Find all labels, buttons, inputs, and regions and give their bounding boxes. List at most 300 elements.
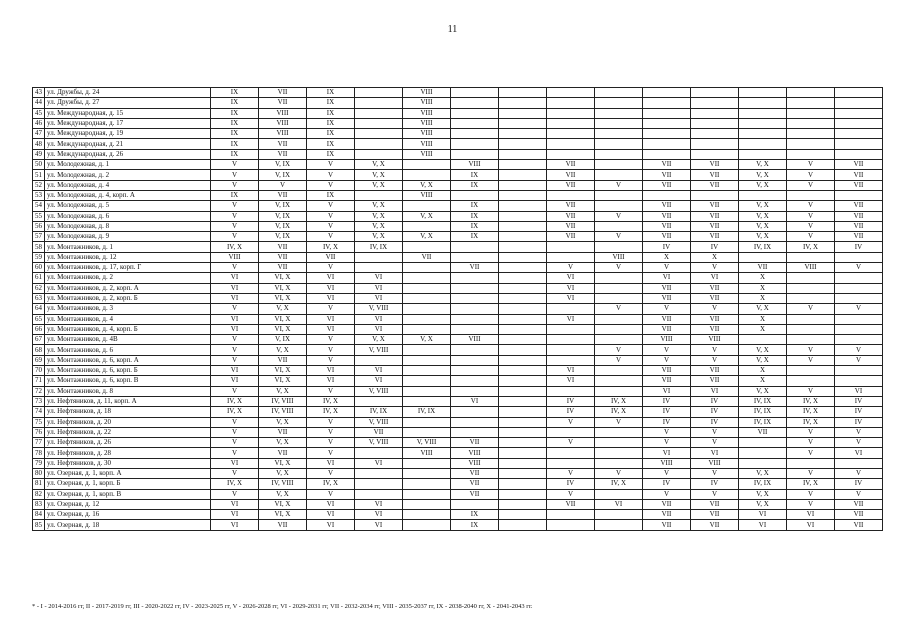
period-cell: VIII: [259, 118, 307, 128]
period-cell: [739, 88, 787, 98]
period-cell: [595, 520, 643, 530]
period-cell: V, X: [259, 345, 307, 355]
address-cell: ул. Монтажников, д. 2, корп. Б: [45, 293, 211, 303]
period-cell: [787, 108, 835, 118]
period-cell: VII: [643, 160, 691, 170]
period-cell: V: [211, 417, 259, 427]
period-cell: V: [211, 489, 259, 499]
period-cell: [739, 139, 787, 149]
period-cell: V, X: [739, 180, 787, 190]
period-cell: [499, 232, 547, 242]
period-cell: VII: [547, 201, 595, 211]
period-cell: [499, 139, 547, 149]
row-number-cell: 60: [33, 263, 45, 273]
period-cell: V, X: [259, 489, 307, 499]
period-cell: [835, 458, 883, 468]
period-cell: [403, 324, 451, 334]
period-cell: [595, 108, 643, 118]
period-cell: [499, 252, 547, 262]
table-row: [33, 479, 883, 489]
period-cell: VI: [355, 499, 403, 509]
period-cell: V, X: [259, 417, 307, 427]
period-cell: [643, 149, 691, 159]
period-cell: [499, 190, 547, 200]
period-cell: IV, VIII: [259, 396, 307, 406]
period-cell: V, IX: [259, 335, 307, 345]
period-cell: [643, 98, 691, 108]
row-number-cell: 44: [33, 98, 45, 108]
period-cell: VII: [259, 98, 307, 108]
period-cell: IV, IX: [355, 242, 403, 252]
period-cell: V, X: [739, 386, 787, 396]
table-row: [33, 304, 883, 314]
period-cell: X: [739, 273, 787, 283]
period-cell: V: [787, 355, 835, 365]
period-cell: VI: [547, 366, 595, 376]
period-cell: [499, 520, 547, 530]
period-cell: [355, 98, 403, 108]
period-cell: VII: [643, 324, 691, 334]
period-cell: VI: [307, 520, 355, 530]
period-cell: [595, 273, 643, 283]
period-cell: IV: [547, 479, 595, 489]
row-number-cell: 77: [33, 438, 45, 448]
period-cell: V, IX: [259, 160, 307, 170]
period-cell: VI: [835, 448, 883, 458]
period-cell: VI: [211, 293, 259, 303]
table-row: [33, 129, 883, 139]
period-cell: VII: [259, 149, 307, 159]
period-cell: V, X: [739, 355, 787, 365]
period-cell: [643, 129, 691, 139]
period-cell: V, X: [355, 335, 403, 345]
address-cell: ул. Молодежная, д. 8: [45, 221, 211, 231]
period-cell: [547, 139, 595, 149]
period-cell: VI, X: [259, 376, 307, 386]
table-body: [33, 88, 883, 531]
period-cell: [499, 417, 547, 427]
table-row: [33, 376, 883, 386]
period-cell: [403, 314, 451, 324]
table-row: [33, 314, 883, 324]
period-cell: VII: [691, 499, 739, 509]
period-cell: V: [787, 386, 835, 396]
row-number-cell: 54: [33, 201, 45, 211]
period-cell: VII: [643, 201, 691, 211]
period-cell: [451, 98, 499, 108]
period-cell: [643, 139, 691, 149]
table-row: [33, 407, 883, 417]
period-cell: IV: [835, 242, 883, 252]
period-cell: VI: [211, 283, 259, 293]
row-number-cell: 70: [33, 366, 45, 376]
period-cell: IV, IX: [739, 479, 787, 489]
period-cell: [499, 335, 547, 345]
period-cell: [499, 386, 547, 396]
period-cell: VI: [211, 520, 259, 530]
period-cell: [547, 149, 595, 159]
period-cell: VIII: [451, 335, 499, 345]
period-cell: [691, 98, 739, 108]
period-cell: VIII: [643, 458, 691, 468]
period-cell: IV, IX: [739, 242, 787, 252]
period-cell: [403, 520, 451, 530]
period-cell: [499, 324, 547, 334]
period-cell: VI, X: [259, 293, 307, 303]
period-cell: VII: [691, 510, 739, 520]
period-cell: IX: [451, 170, 499, 180]
period-cell: VII: [547, 211, 595, 221]
period-cell: V: [691, 263, 739, 273]
period-cell: V: [307, 417, 355, 427]
period-cell: V: [787, 201, 835, 211]
period-cell: IV, IX: [739, 417, 787, 427]
period-cell: IX: [451, 211, 499, 221]
address-cell: ул. Монтажников, д. 12: [45, 252, 211, 262]
period-cell: VI, X: [259, 458, 307, 468]
period-cell: V, X: [739, 232, 787, 242]
row-number-cell: 74: [33, 407, 45, 417]
period-cell: [739, 129, 787, 139]
period-cell: V: [787, 427, 835, 437]
period-cell: [355, 108, 403, 118]
period-cell: [643, 108, 691, 118]
period-cell: VI: [691, 273, 739, 283]
period-cell: [355, 118, 403, 128]
address-cell: ул. Монтажников, д. 6: [45, 345, 211, 355]
period-cell: IV, X: [595, 407, 643, 417]
period-cell: [451, 345, 499, 355]
period-cell: IV: [643, 417, 691, 427]
table-row: [33, 355, 883, 365]
period-cell: [403, 304, 451, 314]
table-row: [33, 335, 883, 345]
period-cell: [403, 417, 451, 427]
period-cell: [451, 129, 499, 139]
address-cell: ул. Молодежная, д. 5: [45, 201, 211, 211]
period-cell: [355, 88, 403, 98]
row-number-cell: 76: [33, 427, 45, 437]
period-cell: [787, 283, 835, 293]
row-number-cell: 61: [33, 273, 45, 283]
period-cell: [547, 98, 595, 108]
period-cell: [739, 190, 787, 200]
row-number-cell: 50: [33, 160, 45, 170]
period-cell: VII: [355, 427, 403, 437]
period-cell: VI: [355, 366, 403, 376]
period-cell: V: [787, 221, 835, 231]
period-cell: [355, 129, 403, 139]
period-cell: VI: [211, 376, 259, 386]
period-cell: VII: [691, 211, 739, 221]
period-cell: VII: [259, 520, 307, 530]
period-cell: VII: [259, 190, 307, 200]
period-cell: VII: [643, 510, 691, 520]
period-cell: VII: [835, 499, 883, 509]
period-cell: [835, 283, 883, 293]
period-cell: IV: [835, 407, 883, 417]
period-cell: IV, IX: [403, 407, 451, 417]
period-cell: [451, 283, 499, 293]
period-cell: VII: [643, 376, 691, 386]
period-cell: IX: [307, 88, 355, 98]
period-cell: IV: [835, 479, 883, 489]
period-cell: V: [211, 304, 259, 314]
period-cell: VIII: [691, 458, 739, 468]
period-cell: VII: [691, 366, 739, 376]
table-row: [33, 427, 883, 437]
row-number-cell: 62: [33, 283, 45, 293]
period-cell: V: [547, 417, 595, 427]
period-cell: [739, 448, 787, 458]
period-cell: VII: [691, 221, 739, 231]
period-cell: IX: [211, 129, 259, 139]
period-cell: [787, 273, 835, 283]
period-cell: VII: [547, 180, 595, 190]
period-cell: [547, 129, 595, 139]
period-cell: VI, X: [259, 314, 307, 324]
address-cell: ул. Монтажников, д. 6, корп. Б: [45, 366, 211, 376]
period-cell: [499, 468, 547, 478]
period-cell: VIII: [595, 252, 643, 262]
period-cell: V: [547, 438, 595, 448]
period-cell: [499, 366, 547, 376]
row-number-cell: 56: [33, 221, 45, 231]
row-number-cell: 84: [33, 510, 45, 520]
period-cell: [451, 427, 499, 437]
period-cell: [739, 108, 787, 118]
period-cell: VII: [643, 170, 691, 180]
period-cell: V: [835, 304, 883, 314]
period-cell: V: [307, 160, 355, 170]
address-cell: ул. Молодежная, д. 4, корп. А: [45, 190, 211, 200]
period-cell: VII: [835, 211, 883, 221]
period-cell: V, IX: [259, 221, 307, 231]
period-cell: V, X: [355, 160, 403, 170]
period-cell: V: [643, 355, 691, 365]
period-cell: IX: [307, 118, 355, 128]
period-cell: V: [307, 170, 355, 180]
period-cell: VII: [739, 427, 787, 437]
period-cell: VII: [691, 160, 739, 170]
table-row: [33, 139, 883, 149]
period-cell: [499, 221, 547, 231]
period-cell: [595, 149, 643, 159]
period-cell: [499, 314, 547, 324]
period-cell: [739, 438, 787, 448]
period-cell: V: [787, 232, 835, 242]
period-cell: [595, 376, 643, 386]
period-cell: [787, 458, 835, 468]
period-cell: VII: [259, 355, 307, 365]
period-cell: [835, 118, 883, 128]
period-cell: V: [643, 263, 691, 273]
row-number-cell: 75: [33, 417, 45, 427]
period-cell: [451, 304, 499, 314]
period-cell: V, X: [259, 386, 307, 396]
period-cell: V, X: [403, 335, 451, 345]
period-cell: [499, 149, 547, 159]
period-cell: [835, 149, 883, 159]
address-cell: ул. Международная, д. 17: [45, 118, 211, 128]
period-cell: VII: [691, 376, 739, 386]
address-cell: ул. Молодежная, д. 9: [45, 232, 211, 242]
period-cell: VII: [451, 468, 499, 478]
period-cell: [355, 190, 403, 200]
period-cell: VI: [595, 499, 643, 509]
table-row: [33, 273, 883, 283]
period-cell: [547, 458, 595, 468]
table-row: [33, 98, 883, 108]
period-cell: IX: [211, 98, 259, 108]
period-cell: VI, X: [259, 283, 307, 293]
period-cell: V: [211, 180, 259, 190]
period-cell: IX: [211, 139, 259, 149]
period-cell: X: [643, 252, 691, 262]
repair-schedule-table: [32, 87, 883, 531]
period-cell: IV, X: [307, 479, 355, 489]
period-cell: VI: [691, 386, 739, 396]
period-cell: VII: [835, 232, 883, 242]
address-cell: ул. Нефтяников, д. 11, корп. А: [45, 396, 211, 406]
period-cell: [403, 427, 451, 437]
period-cell: IV, X: [787, 407, 835, 417]
address-cell: ул. Озерная, д. 16: [45, 510, 211, 520]
period-cell: [403, 283, 451, 293]
period-cell: VI: [307, 283, 355, 293]
table-row: [33, 458, 883, 468]
period-cell: [547, 510, 595, 520]
period-cell: VII: [259, 263, 307, 273]
period-cell: V: [307, 221, 355, 231]
address-cell: ул. Монтажников, д. 4, корп. Б: [45, 324, 211, 334]
period-cell: [451, 407, 499, 417]
period-cell: [499, 88, 547, 98]
period-cell: IV: [691, 242, 739, 252]
table-row: [33, 520, 883, 530]
table-row: [33, 293, 883, 303]
period-cell: V: [595, 263, 643, 273]
period-cell: V, X: [739, 489, 787, 499]
period-cell: [499, 355, 547, 365]
table-row: [33, 221, 883, 231]
period-cell: VI: [355, 510, 403, 520]
period-cell: [691, 149, 739, 159]
period-cell: V, X: [403, 211, 451, 221]
period-cell: V: [307, 386, 355, 396]
period-cell: [403, 273, 451, 283]
table-row: [33, 252, 883, 262]
period-cell: [499, 396, 547, 406]
period-cell: [547, 108, 595, 118]
period-cell: [547, 304, 595, 314]
address-cell: ул. Монтажников, д. 4В: [45, 335, 211, 345]
period-cell: V, X: [259, 468, 307, 478]
period-cell: V: [835, 427, 883, 437]
row-number-cell: 71: [33, 376, 45, 386]
period-cell: [451, 149, 499, 159]
period-cell: IV, VIII: [259, 479, 307, 489]
period-cell: [595, 118, 643, 128]
period-cell: V: [307, 201, 355, 211]
period-cell: [403, 489, 451, 499]
period-cell: [499, 129, 547, 139]
period-cell: IX: [451, 221, 499, 231]
period-cell: V, X: [259, 304, 307, 314]
period-cell: VII: [691, 201, 739, 211]
table-row: [33, 160, 883, 170]
period-cell: VII: [643, 366, 691, 376]
period-cell: V: [211, 232, 259, 242]
period-cell: [499, 118, 547, 128]
period-cell: VI: [355, 314, 403, 324]
period-cell: V, X: [355, 211, 403, 221]
period-cell: [499, 407, 547, 417]
period-cell: [451, 242, 499, 252]
period-cell: [403, 366, 451, 376]
period-cell: [739, 149, 787, 159]
period-cell: IV, X: [211, 242, 259, 252]
period-cell: [451, 355, 499, 365]
period-cell: IV: [835, 396, 883, 406]
period-cell: V: [643, 468, 691, 478]
period-cell: V: [211, 201, 259, 211]
address-cell: ул. Нефтяников, д. 28: [45, 448, 211, 458]
period-cell: V, VIII: [355, 345, 403, 355]
period-cell: V: [307, 335, 355, 345]
period-cell: [595, 88, 643, 98]
period-cell: V: [691, 427, 739, 437]
period-cell: [451, 273, 499, 283]
period-cell: [355, 355, 403, 365]
period-cell: IX: [307, 98, 355, 108]
address-cell: ул. Дружбы, д. 27: [45, 98, 211, 108]
period-cell: VI: [739, 520, 787, 530]
period-cell: [499, 201, 547, 211]
period-cell: [451, 386, 499, 396]
row-number-cell: 52: [33, 180, 45, 190]
period-cell: VII: [451, 263, 499, 273]
row-number-cell: 47: [33, 129, 45, 139]
period-cell: V: [595, 345, 643, 355]
period-cell: V: [643, 438, 691, 448]
period-cell: [595, 293, 643, 303]
period-cell: [403, 396, 451, 406]
period-cell: VII: [259, 242, 307, 252]
period-cell: VIII: [451, 160, 499, 170]
period-cell: VII: [643, 211, 691, 221]
row-number-cell: 80: [33, 468, 45, 478]
period-cell: [451, 88, 499, 98]
period-cell: VI: [787, 510, 835, 520]
period-cell: [403, 499, 451, 509]
period-cell: V: [211, 335, 259, 345]
period-cell: VIII: [403, 149, 451, 159]
period-cell: VII: [691, 314, 739, 324]
period-cell: VI: [307, 499, 355, 509]
period-cell: VI, X: [259, 273, 307, 283]
period-cell: V, IX: [259, 232, 307, 242]
period-cell: [547, 345, 595, 355]
period-cell: VI: [307, 314, 355, 324]
period-cell: VII: [643, 232, 691, 242]
period-cell: V: [835, 468, 883, 478]
period-cell: [787, 324, 835, 334]
table-row: [33, 417, 883, 427]
period-cell: VI: [211, 366, 259, 376]
period-cell: [691, 118, 739, 128]
period-cell: VIII: [259, 108, 307, 118]
